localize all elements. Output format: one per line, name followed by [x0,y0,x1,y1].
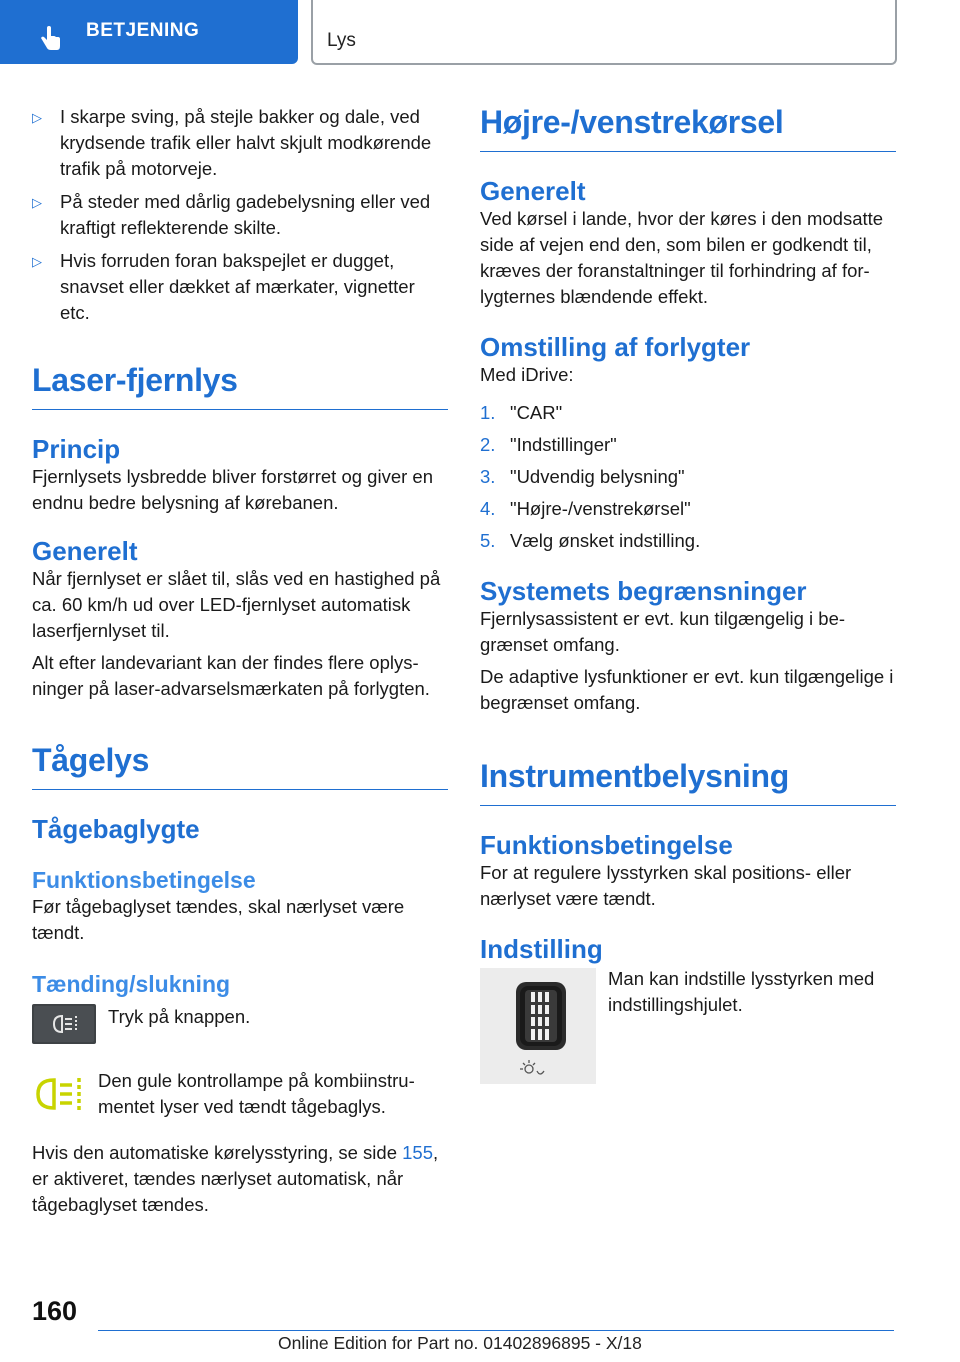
left-column [32,100,448,1218]
triangle-bullet-icon: ▷ [32,110,42,125]
list-item: 2. "Indstillinger" [480,434,617,455]
triangle-bullet-icon: ▷ [32,254,42,269]
omst-intro: Med iDrive: [480,364,574,385]
list-item: 3. "Udvendig belysning" [480,466,685,487]
generelt-right-text: Ved kørsel i lande, hvor der køres i den modsatte side af vejen end den, som bilen er godkendt til, kræves der foranstaltninger til forhindring af forlygternes blændende effekt. [480,208,884,307]
button-figure-row [32,1004,448,1044]
indst-text: Man kan indstille lysstyrken med indstillingshjulet. [608,968,875,1015]
footer-divider [98,1330,894,1331]
heading-funktionsbetingelse: Funktionsbetingelse [32,867,256,893]
list-item: 5. Vælg ønsket indstilling. [480,530,701,551]
footer-edition: Online Edition for Part no. 01402896895 - X/18 [278,1333,642,1353]
heading-indstilling: Indstilling [480,934,603,964]
chapter-header [311,0,897,65]
heading-generelt-right: Generelt [480,176,586,206]
heading-systemets: Systemets begrænsninger [480,576,807,606]
fog-button-icon [32,1004,96,1044]
dimmer-wheel-illustration [480,968,596,1084]
funk-text: Før tågebaglyset tændes, skal nærlyset være tændt. [32,896,405,943]
heading-fog-rear: Tågebaglygte [32,814,200,844]
section-title-laser: Laser-fjernlys [32,362,448,410]
list-item: ▷ Hvis forruden foran bakspejlet er dugget, snavset eller dækket af mærkater, vignetter etc. [32,248,448,326]
list-item: ▷ På steder med dårlig gadebelysning eller ved kraftigt reflekterende skilte. [32,189,448,241]
generelt-text-2: Alt efter landevariant kan der findes flere oplysninger på laser-advarselsmærkaten på forlygten. [32,652,430,699]
funk-right-text: For at regulere lysstyrken skal positions- eller nærlyset være tændt. [480,862,852,909]
princip-text: Fjernlysets lysbredde bliver forstørret og giver en endnu bedre belysning af kørebanen. [32,466,433,513]
right-column [480,100,896,1084]
dimmer-figure-row [480,968,896,1084]
hand-pointer-icon [36,24,66,54]
lamp-figure-row [32,1068,448,1120]
page-number: 160 [32,1296,78,1326]
list-item: 4. "Højre-/venstrekørsel" [480,498,691,519]
sys-text-1: Fjernlysassistent er evt. kun tilgængelig i begrænset omfang. [480,608,846,655]
chapter-label: Lys [327,30,356,51]
triangle-bullet-icon: ▷ [32,195,42,210]
section-label: BETJENING [86,20,200,41]
heading-funk-right: Funktionsbetingelse [480,830,733,860]
heading-princip: Princip [32,434,121,464]
fog-warning-lamp-icon [32,1072,88,1116]
list-item: ▷ I skarpe sving, på stejle bakker og dale, ved krydsende trafik eller halvt skjult modkørende trafik på motorveje. [32,104,448,182]
section-title-fog: Tågelys [32,742,448,790]
taend-text: Tryk på knappen. [108,1006,251,1027]
lamp-text: Den gule kontrollampe på kombiinstrumentet lyser ved tændt tågebaglys. [98,1070,415,1117]
section-title-instrument: Instrumentbelysning [480,758,896,806]
heading-generelt: Generelt [32,536,138,566]
list-item: 1. "CAR" [480,402,563,423]
sys-text-2: De adaptive lysfunktioner er evt. kun tilgængelige i begrænset omfang. [480,666,894,713]
section-tab[interactable] [0,0,298,64]
heading-omstilling: Omstilling af forlygter [480,332,751,362]
generelt-text-1: Når fjernlyset er slået til, slås ved en hastighed på ca. 60 km/h ud over LED-fjernlyset automatisk laserfjernlyset til. [32,568,441,641]
page-link[interactable]: 155 [402,1142,434,1163]
section-title-drive: Højre-/venstrekørsel [480,104,896,152]
heading-taending: Tænding/slukning [32,971,231,997]
auto-text: Hvis den automatiske kørelysstyring, se side 155, er aktiveret, tændes nærlyset automatisk, når tågebaglyset tændes. [32,1142,439,1215]
